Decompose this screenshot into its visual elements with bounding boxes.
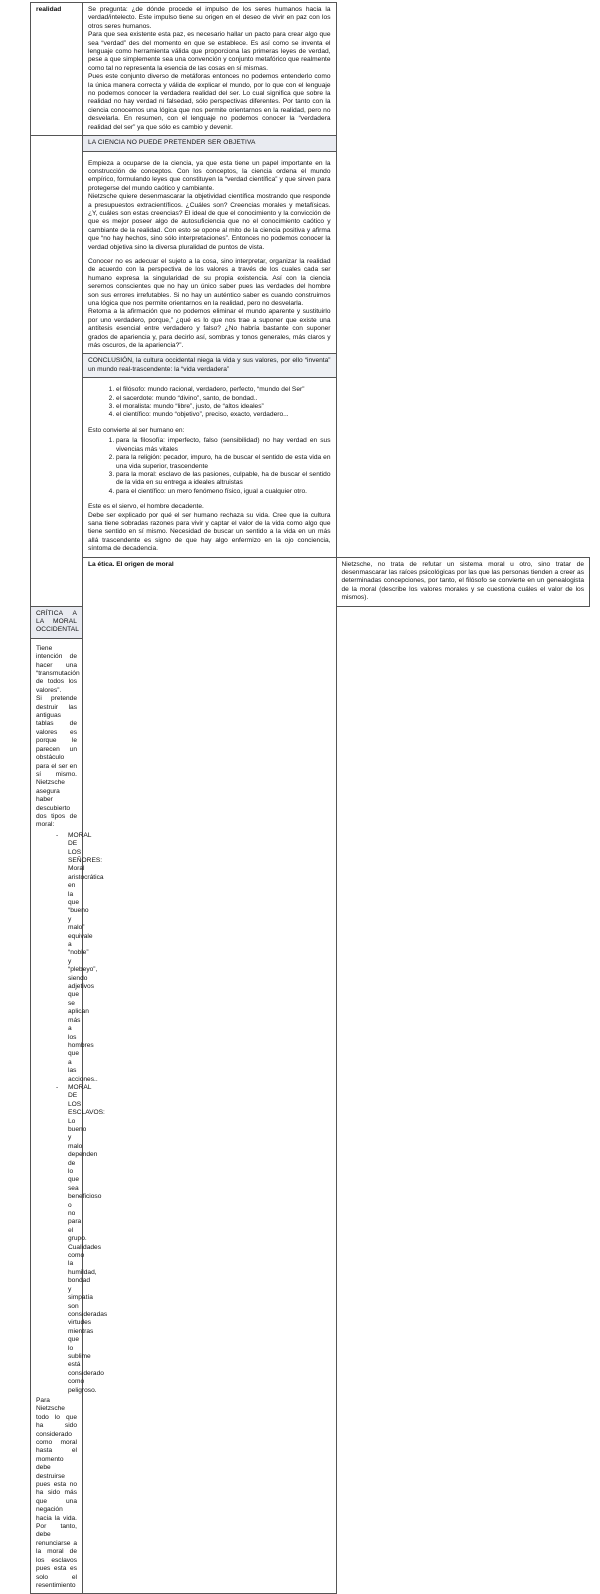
notes-table bbox=[30, 2, 590, 1594]
row-lists bbox=[31, 378, 590, 557]
paragraph: Para Nietzsche todo lo que ha sido considerado como moral hasta el momento debe destruirse pues esta no ha sido más que una negación hacia la vida. Por tanto, debe renunciarse a la moral de los esclavos pues esta es solo el resentimiento bbox=[36, 1396, 77, 1589]
worlds-list bbox=[88, 386, 331, 420]
list-item: 1. para la filosofía: imperfecto, falso (sensibilidad) no hay verdad en sus vivencias más vitales bbox=[116, 437, 331, 454]
list-item: 3. para la moral: esclavo de las pasiones, culpable, ha de buscar el sentido de la vida en su entrega a ideales altruistas bbox=[116, 471, 331, 488]
paragraph: Pues este conjunto diverso de metáforas entonces no podemos entenderlo como la única manera correcta y válida de explicar el mundo, por lo que con el lenguaje no podemos conocer la verdadera realidad del ser. Lo cual significa que sobre la realidad no hay verdad ni falsedad, sólo perspectivas diferentes. Por tanto con la ciencia conocemos una lógica que nos permite orientarnos en la realidad, pero no desvelarla. En resumen, con el lenguaje no podemos conocer la “verdadera realidad del ser” ya que sólo es cambio y devenir. bbox=[88, 73, 331, 131]
conclusion-text: CONCLUSIÓN, la cultura occidental niega la vida y sus valores, por ello “inventa” un mundo real-trascendente: la “vida verdadera” bbox=[83, 354, 337, 378]
paragraph: Retoma a la afirmación que no podemos eliminar el mundo aparente y sustituirlo por uno verdadero, porque,” ¿qué es lo que nos trae a suponer que existe una antítesis esencial entre verdadero y falso? ¿No habría bastante con suponer grados de apariencia y, para decirlo así, sombras y tonos generales, más claros y más oscuros, de la apariencia?”. bbox=[88, 308, 331, 350]
critica-content bbox=[31, 638, 108, 1594]
list-item: 2. el sacerdote: mundo “divino”, santo, de bondad.. bbox=[116, 395, 331, 403]
paragraph: Se pregunta: ¿de dónde procede el impulso de los seres humanos hacia la verdad/intelecto. Este impulso tiene su origen en el deseo de vivir en paz con los otros seres humanos. bbox=[88, 6, 331, 30]
row-ciencia-body bbox=[31, 151, 590, 354]
left-empty-cell bbox=[31, 136, 83, 607]
list-item: - MORAL DE LOS SEÑORES: Moral aristocrática en la que “bueno y malo” equivale a “noble” y “plebeyo”, siendo adjetivos que se aplican más a los hombres que a las acciones.. bbox=[56, 832, 77, 1084]
paragraph: Tiene intención de hacer una “transmutación de todos los valores”. bbox=[36, 644, 80, 694]
row-ciencia-heading bbox=[31, 136, 590, 151]
row-label-etica: La ética. El origen de moral bbox=[83, 557, 337, 1594]
etica-content: Nietzsche, no trata de refutar un sistema moral u otro, sino tratar de desenmascarar las raíces psicológicas por las que las personas tienden a creer as determinadas concepciones, por tanto, el filósofo se convierte en un genealogista de la moral (describe los valores morales y se cuestiona cuáles el valor de los mismos). bbox=[336, 557, 590, 606]
section-heading-critica: CRÍTICA A LA MORAL OCCIDENTAL bbox=[31, 606, 83, 638]
paragraph: Si pretende destruir las antiguas tablas de valores es porque le parecen un obstáculo para el ser en sí mismo. Nietzsche asegura haber descubierto dos tipos de moral: bbox=[36, 695, 77, 829]
paragraph: Nietzsche quiere desenmascarar la objetividad científica mostrando que responde a presupuestos extracientíficos. ¿Cuáles son? Creencias morales y metafísicas. ¿Y, cuáles son estas creencias? El ideal de que el conocimiento y la convicción de que es mejor poseer algo de autosuficiencia que no el conocimiento caótico y cambiante de la realidad. Con esto se opone al mito de la ciencia positiva y afirma que “no hay hechos, sino sólo interpretaciones”. Entonces no podemos conocer la verdad objetiva sino la diversa pluralidad de puntos de vista. bbox=[88, 193, 331, 251]
list-item: 1. el filósofo: mundo racional, verdadero, perfecto, “mundo del Ser” bbox=[116, 386, 331, 394]
paragraph: Para que sea existente esta paz, es necesario hallar un pacto para crear algo que sea “verdad” des del momento en que se establece. Es así como se inventa el lenguaje como herramienta válida que proporciona las primeras leyes de verdad, pese a que simplemente sea una convención y conjunto metafórico que realmente como tal no representa la esencia de las cosas en sí mismas. bbox=[88, 31, 331, 72]
row-realidad bbox=[31, 3, 590, 136]
list-item: 4. para el científico: un mero fenómeno físico, igual a cualquier otro. bbox=[116, 488, 331, 496]
list-item: 2. para la religión: pecador, impuro, ha de buscar el sentido de esta vida en una vida superior, trascendente bbox=[116, 454, 331, 471]
paragraph: Empieza a ocuparse de la ciencia, ya que esta tiene un papel importante en la construcción de conceptos. Con los conceptos, la ciencia ordena el mundo empírico, formulando leyes que constituyen la “verdad científica” y que sirven para protegerse del mundo caótico y cambiante. bbox=[88, 159, 331, 192]
human-list bbox=[88, 437, 331, 496]
paragraph: Conocer no es adecuar el sujeto a la cosa, sino interpretar, organizar la realidad de acuerdo con la perspectiva de los valores a través de los cuales cada ser humano expresa la singularidad de su propia existencia. Así con la ciencia seremos conscientes que no hay un único saber pues las verdades del hombre son sus errores irrefutables. Si no hay un auténtico saber es cuando construimos una lógica que nos permite orientarnos en la realidad, pero no desvelarla. bbox=[88, 257, 331, 307]
row-etica bbox=[31, 557, 590, 606]
row-label-realidad: realidad bbox=[31, 3, 83, 136]
list-intro: Esto convierte al ser humano en: bbox=[88, 426, 185, 434]
realidad-content bbox=[83, 3, 337, 136]
paragraph: Este es el siervo, el hombre decadente. bbox=[88, 503, 204, 511]
list-item: 4. el científico: mundo “objetivo”, preciso, exacto, verdadero... bbox=[116, 411, 331, 419]
lists-content bbox=[83, 378, 337, 557]
moral-types-list bbox=[36, 831, 108, 1395]
paragraph: Debe ser explicado por qué el ser humano rechaza su vida. Cree que la cultura sana tiene sobradas razones para vivir y captar el valor de la vida como algo que tiene sentido en sí mismo. Necesidad de buscar un sentido a la vida en un más allá trascendente es signo de que hay algo enfermizo en la ojo conciencia, síntoma de decadencia. bbox=[88, 511, 331, 553]
ciencia-content bbox=[83, 151, 337, 354]
list-item: - MORAL DE LOS ESCLAVOS: Lo bueno y malo dependen de lo que sea beneficioso o no para el grupo. Cualidades como la humildad, bondad y simpatía son consideradas virtudes mientras que lo sublime está considerado como peligroso. bbox=[56, 1084, 77, 1395]
section-heading-ciencia: LA CIENCIA NO PUEDE PRETENDER SER OBJETIVA bbox=[83, 136, 337, 151]
list-item: 3. el moralista: mundo “libre”, justo, de “altos ideales” bbox=[116, 403, 331, 411]
row-conclusion bbox=[31, 354, 590, 378]
